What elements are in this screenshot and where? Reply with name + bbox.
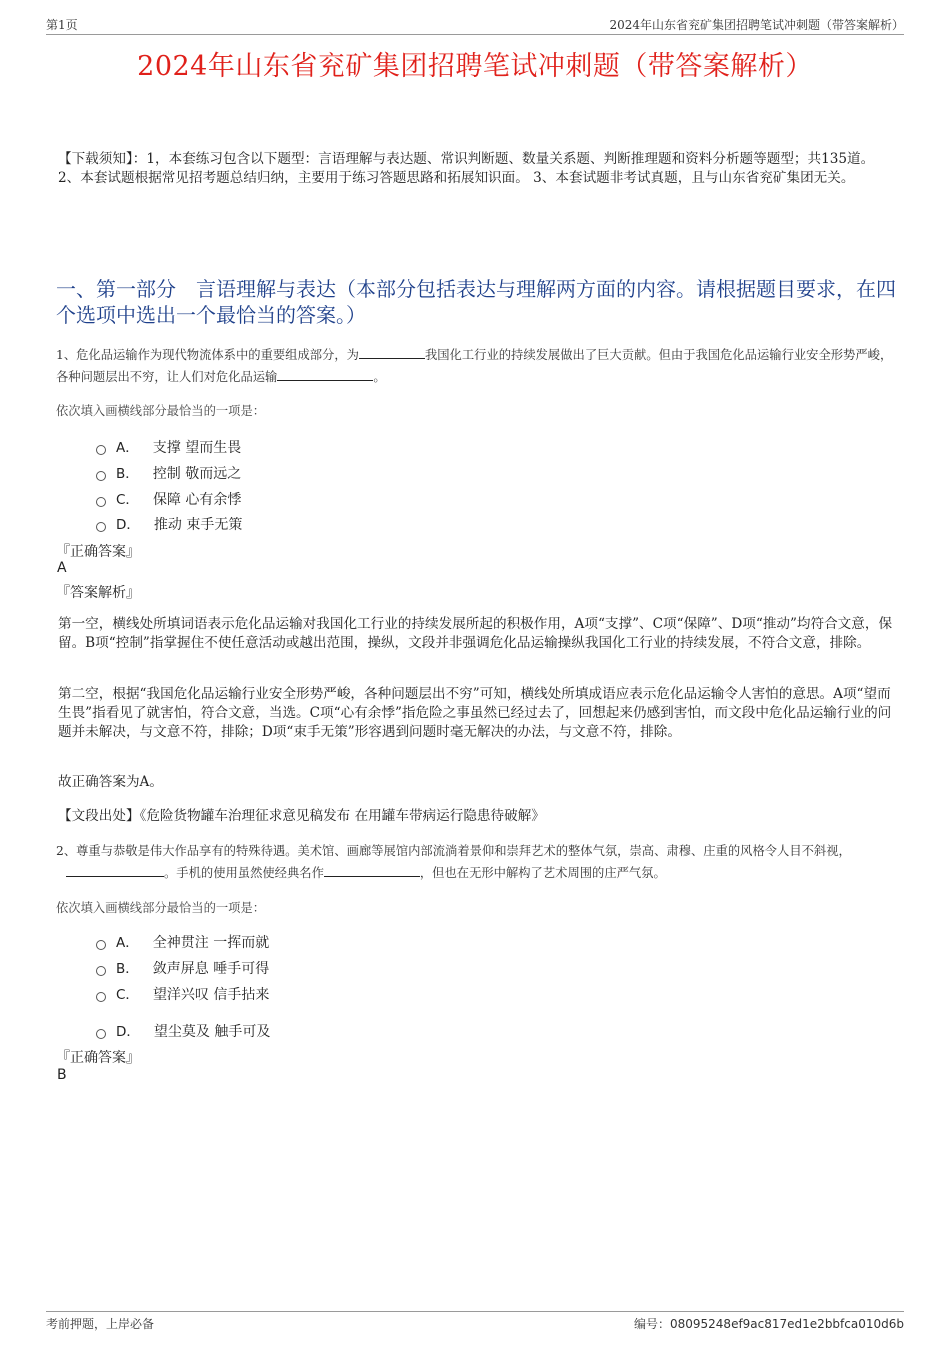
blank-line	[66, 862, 164, 877]
question-1-option-c[interactable]	[96, 488, 241, 508]
option-letter: A．	[116, 935, 139, 951]
question-2-option-a[interactable]	[96, 931, 269, 951]
question-2-option-c[interactable]	[96, 983, 269, 1003]
option-letter: B．	[116, 466, 139, 482]
question-2-option-d[interactable]	[96, 1020, 270, 1040]
page-footer	[46, 1311, 904, 1331]
question-1-option-a[interactable]	[96, 436, 241, 456]
footer-code	[634, 1315, 904, 1332]
correct-answer-label: 『正确答案』	[56, 544, 140, 560]
footer-code-value: 08095248ef9ac817ed1e2bbfca010d6b	[669, 1317, 904, 1331]
option-letter: D．	[116, 1024, 140, 1040]
radio-button[interactable]	[96, 445, 106, 455]
footer-slogan: 考前押题，上岸必备	[46, 1317, 155, 1331]
correct-answer: B	[57, 1067, 67, 1083]
correct-answer-label: 『正确答案』	[56, 1050, 140, 1066]
question-1-prompt: 依次填入画横线部分最恰当的一项是：	[56, 404, 266, 418]
question-2-prompt: 依次填入画横线部分最恰当的一项是：	[56, 901, 266, 915]
question-1-part-c: 。	[373, 370, 386, 384]
page-title: 2024年山东省兖矿集团招聘笔试冲刺题（带答案解析）	[137, 51, 813, 82]
option-letter: D．	[116, 517, 140, 533]
radio-button[interactable]	[96, 940, 106, 950]
question-1-text	[56, 344, 901, 388]
analysis-label: 『答案解析』	[56, 585, 140, 601]
option-letter: C．	[116, 492, 139, 508]
blank-line	[359, 344, 425, 359]
option-letter: B．	[116, 961, 139, 977]
option-text: 敛声屏息 唾手可得	[152, 961, 270, 977]
option-text: 支撑 望而生畏	[152, 440, 242, 456]
question-2-part-a: 2、尊重与恭敬是伟大作品享有的特殊待遇。美术馆、画廊等展馆内部流淌着景仰和崇拜艺术的整体气氛，崇高、肃穆、庄重的风格令人目不斜视，	[56, 844, 851, 858]
radio-button[interactable]	[96, 497, 106, 507]
source-citation: 【文段出处】《危险货物罐车治理征求意见稿发布 在用罐车带病运行隐患待破解》	[58, 808, 545, 824]
blank-line	[277, 366, 373, 381]
option-text: 望尘莫及 触手可及	[153, 1024, 271, 1040]
option-text: 望洋兴叹 信手拈来	[152, 987, 270, 1003]
analysis-conclusion: 故正确答案为A。	[58, 774, 163, 790]
radio-button[interactable]	[96, 1029, 106, 1039]
section-title: 一、第一部分 言语理解与表达（本部分包括表达与理解两方面的内容。请根据题目要求，在四个选项中选出一个最恰当的答案。）	[56, 277, 896, 327]
option-letter: A．	[116, 440, 139, 456]
footer-code-label: 编号：	[633, 1317, 670, 1331]
correct-answer: A	[57, 560, 67, 576]
radio-button[interactable]	[96, 966, 106, 976]
question-1-option-b[interactable]	[96, 462, 241, 482]
blank-line	[324, 862, 420, 877]
analysis-paragraph-1: 第一空，横线处所填词语表示危化品运输对我国化工行业的持续发展所起的积极作用，A项“支撑”、C项“保障”、D项“推动”均符合文意，保留。B项“控制”指掌握住不使任意活动或越出范围，操纵，文段并非强调危化品运输操纵我国化工行业的持续发展，不符合文意，排除。	[58, 616, 893, 651]
page-header	[46, 14, 904, 35]
option-text: 控制 敬而远之	[152, 466, 242, 482]
header-doc-title: 2024年山东省兖矿集团招聘笔试冲刺题（带答案解析）	[609, 18, 904, 32]
question-1-option-d[interactable]	[96, 513, 242, 533]
question-2-text	[56, 840, 901, 884]
question-1-part-b: 我国化工行业的持续发展做出了巨大贡献。但由于我国危化品运输行业安全形势严峻，各种问题层出不穷，让人们对危化品运输	[56, 348, 893, 384]
radio-button[interactable]	[96, 471, 106, 481]
option-text: 全神贯注 一挥而就	[152, 935, 270, 951]
page-number: 第1页	[46, 18, 78, 32]
option-text: 保障 心有余悸	[152, 492, 242, 508]
option-text: 推动 束手无策	[153, 517, 243, 533]
analysis-paragraph-2: 第二空，根据“我国危化品运输行业安全形势严峻，各种问题层出不穷”可知，横线处所填成语应表示危化品运输令人害怕的意思。A项“望而生畏”指看见了就害怕，符合文意，当选。C项“心有余悸”指危险之事虽然已经过去了，回想起来仍感到害怕，而文段中危化品运输行业的问题并未解决，与文意不符，排除；D项“束手无策”形容遇到问题时毫无解决的办法，与文意不符，排除。	[58, 686, 892, 740]
question-2-part-c: ，但也在无形中解构了艺术周围的庄严气氛。	[419, 866, 666, 880]
radio-button[interactable]	[96, 992, 106, 1002]
radio-button[interactable]	[96, 522, 106, 532]
question-2-option-b[interactable]	[96, 957, 269, 977]
download-notice: 【下载须知】：1，本套练习包含以下题型：言语理解与表达题、常识判断题、数量关系题、判断推理题和资料分析题等题型；共135道。 2、本套试题根据常见招考题总结归纳，主要用于练习答题思路和拓展知识面。 3、本套试题非考试真题，且与山东省兖矿集团无关。	[58, 151, 875, 186]
question-2-part-b: 。手机的使用虽然使经典名作	[164, 866, 324, 880]
question-1-part-a: 1、危化品运输作为现代物流体系中的重要组成部分，为	[56, 348, 359, 362]
option-letter: C．	[116, 987, 139, 1003]
